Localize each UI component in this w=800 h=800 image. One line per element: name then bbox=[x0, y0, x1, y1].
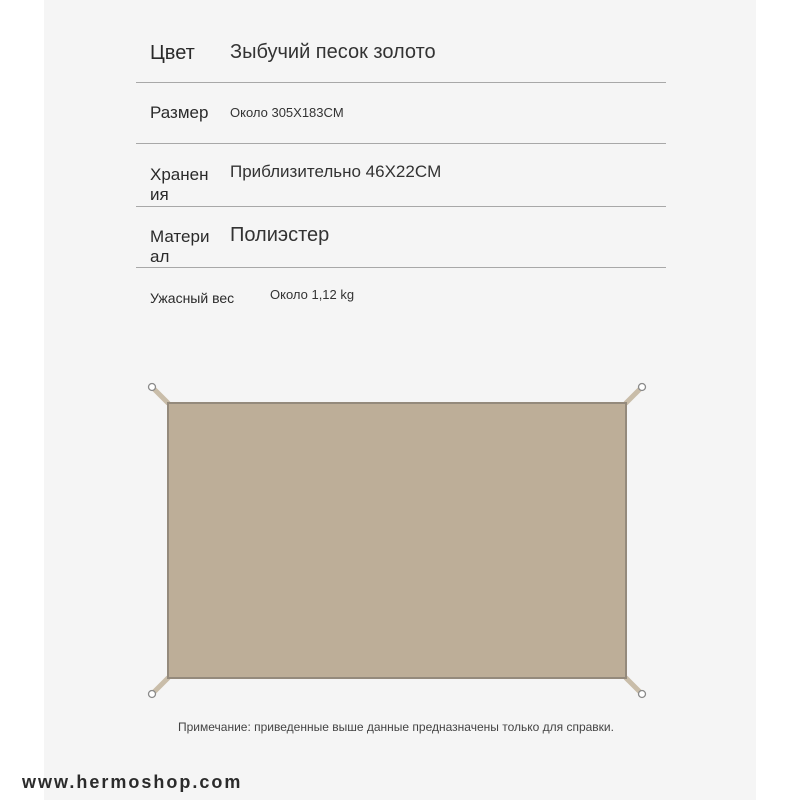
tarp-body bbox=[168, 403, 626, 678]
grommet-bottom-left bbox=[149, 691, 156, 698]
strap-bottom-left bbox=[153, 678, 168, 693]
footer-website: www.hermoshop.com bbox=[22, 772, 243, 792]
tarp-illustration bbox=[140, 372, 660, 706]
spec-label-weight: Ужасный вес bbox=[150, 290, 235, 306]
spec-table bbox=[136, 22, 666, 318]
spec-label-storage: Хранения bbox=[150, 165, 209, 204]
spec-row-size bbox=[136, 83, 666, 144]
spec-value-material: Полиэстер bbox=[230, 224, 330, 246]
spec-label-size: Размер bbox=[150, 103, 209, 122]
spec-row-material bbox=[136, 207, 666, 268]
spec-value-color: Зыбучий песок золото bbox=[230, 41, 436, 63]
spec-row-weight bbox=[136, 268, 666, 318]
grommet-bottom-right bbox=[639, 691, 646, 698]
strap-top-right bbox=[626, 388, 641, 403]
tarp-svg bbox=[140, 372, 660, 706]
strap-bottom-right bbox=[626, 678, 641, 693]
strap-top-left bbox=[153, 388, 168, 403]
disclaimer-note: Примечание: приведенные выше данные предназначены только для справки. bbox=[178, 720, 614, 734]
spec-label-material: Материал bbox=[150, 227, 210, 266]
spec-label-color: Цвет bbox=[150, 42, 195, 64]
spec-row-color bbox=[136, 22, 666, 83]
spec-value-storage: Приблизительно 46X22CM bbox=[230, 162, 442, 181]
spec-value-weight: Около 1,12 kg bbox=[270, 287, 355, 302]
spec-value-size: Около 305X183CM bbox=[230, 105, 344, 120]
grommet-top-left bbox=[149, 384, 156, 391]
spec-row-storage bbox=[136, 144, 666, 207]
grommet-top-right bbox=[639, 384, 646, 391]
